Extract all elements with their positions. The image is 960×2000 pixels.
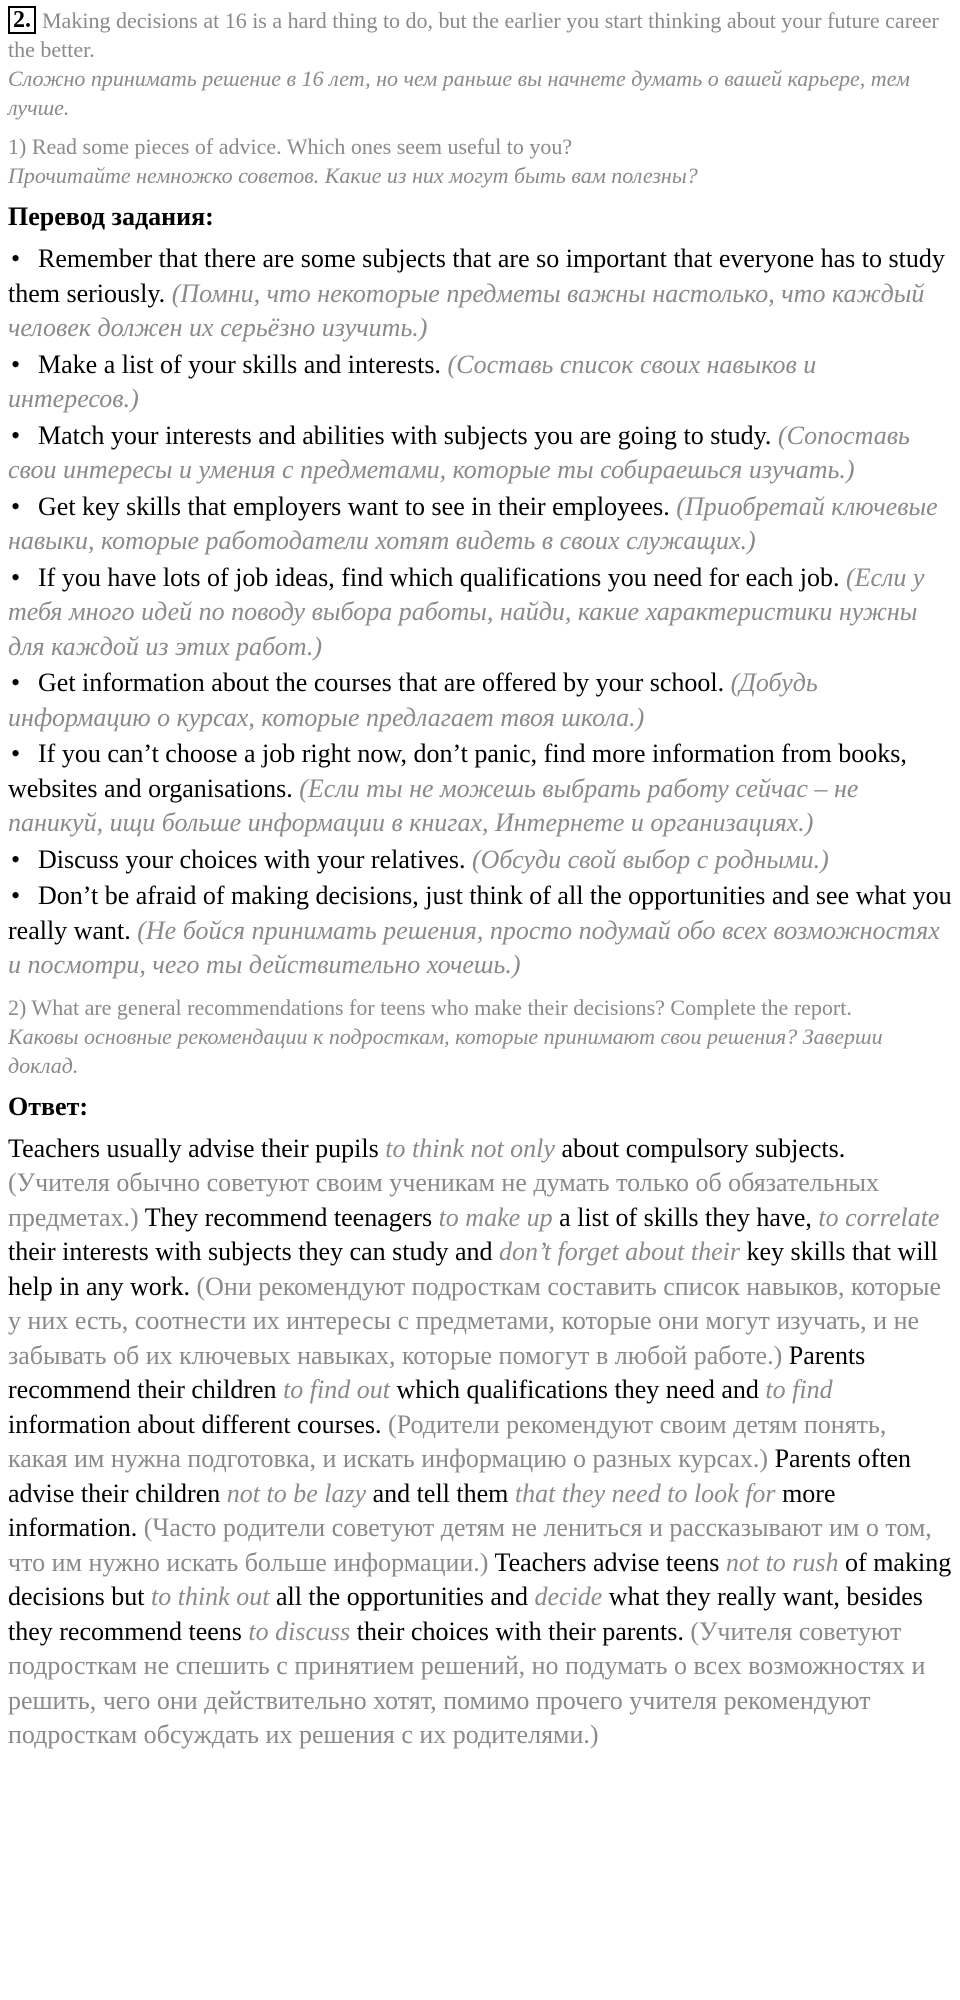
answer-filled-phrase: not to be lazy — [226, 1478, 367, 1508]
bullet-icon: • — [11, 881, 21, 910]
answer-text: all the opportunities and — [269, 1582, 535, 1611]
bullet-icon: • — [11, 562, 21, 592]
advice-en: Don’t be afraid of making decisions, just think of all the opportunities and see what you really want. — [8, 881, 952, 945]
advice-item — [8, 879, 952, 983]
answer-filled-phrase: to find — [765, 1375, 833, 1404]
answer-filled-phrase: to discuss — [248, 1616, 351, 1646]
advice-ru: (Составь список своих навыков и интересов.) — [8, 349, 817, 413]
advice-item — [8, 666, 952, 735]
answer-text: their interests with subjects they can study and — [8, 1237, 500, 1266]
advice-en: If you can’t choose a job right now, don’t panic, find more information from books, websites and organisations. — [8, 739, 907, 803]
advice-en: If you have lots of job ideas, find which qualifications you need for each job. — [38, 562, 840, 592]
answer-text: what they really want, besides they recommend teens — [8, 1582, 923, 1646]
advice-ru: (Добудь информацию о курсах, которые предлагает твоя школа.) — [8, 668, 818, 732]
answer-filled-phrase: don’t forget about their — [499, 1237, 740, 1266]
advice-ru: (Обсуди свой выбор с родными.) — [471, 844, 829, 874]
advice-en: Match your interests and abilities with subjects you are going to study. — [38, 420, 772, 450]
answer-text: key skills that will help in any work. — [8, 1237, 938, 1301]
advice-ru: (Помни, что некоторые предметы важны настолько, что каждый человек должен их серьёзно изучить.) — [8, 278, 925, 342]
bullet-icon: • — [11, 244, 21, 273]
bullet-icon: • — [11, 349, 21, 379]
advice-item — [8, 348, 952, 417]
answer-translation: (Часто родители советуют детям не лениться и рассказывают им о том, что им нужно искать больше информации.) — [8, 1513, 932, 1577]
answer-text: more information. — [8, 1478, 836, 1542]
answer-paragraph — [8, 1132, 952, 1753]
answer-text: about compulsory subjects. — [554, 1133, 846, 1163]
answer-heading: Ответ: — [8, 1091, 89, 1121]
answer-text: their choices with their parents. — [350, 1616, 691, 1646]
answer-filled-phrase: to find out — [283, 1375, 390, 1404]
answer-text: Teachers usually advise their pupils — [8, 1133, 386, 1163]
advice-ru: (Если у тебя много идей по поводу выбора работы, найди, какие характеристики нужны для каждой из этих работ.) — [8, 562, 925, 661]
answer-text: Parents recommend their children — [8, 1340, 866, 1404]
advice-ru: (Приобретай ключевые навыки, которые работодатели хотят видеть в своих служащих.) — [8, 491, 938, 555]
advice-ru: (Если ты не можешь выбрать работу сейчас – не паникуй, ищи больше информации в книгах, Интернете и организациях.) — [8, 773, 859, 837]
advice-en: Get key skills that employers want to see in their employees. — [38, 491, 670, 521]
answer-text: information about different courses. — [8, 1409, 389, 1439]
bullet-icon: • — [11, 844, 21, 874]
answer-text: which qualifications they need and — [389, 1375, 766, 1404]
advice-en: Make a list of your skills and interests. — [38, 349, 441, 379]
advice-en: Get information about the courses that are offered by your school. — [38, 668, 725, 697]
answer-translation: (Они рекомендуют подросткам составить список навыков, которые у них есть, соотнести их интересы с предметами, которые они могут изучать, и не забывать об их ключевых навыках, которые помогут в любой работе.) — [8, 1271, 942, 1370]
answer-filled-phrase: to correlate — [818, 1202, 940, 1232]
question-2-ru: Каковы основные рекомендации к подросткам, которые принимают свои решения? Заверши доклад. — [8, 1023, 883, 1078]
advice-ru: (Сопоставь свои интересы и умения с предметами, которые ты собираешься изучать.) — [8, 420, 910, 484]
answer-filled-phrase: that they need to look for — [514, 1478, 776, 1508]
answer-filled-phrase: to think not only — [385, 1133, 555, 1163]
task-number: 2. — [8, 6, 36, 34]
advice-item — [8, 242, 952, 346]
bullet-icon: • — [11, 491, 21, 521]
answer-text: Parents often advise their children — [8, 1444, 912, 1508]
advice-item — [8, 419, 952, 488]
answer-translation: (Родители рекомендуют своим детям понять, какая им нужна подготовка, и искать информацию о разных курсах.) — [8, 1409, 887, 1473]
advice-list — [8, 242, 952, 983]
question-1-ru: Прочитайте немножко советов. Какие из них могут быть вам полезны? — [8, 163, 698, 188]
answer-text: They recommend teenagers — [138, 1202, 439, 1232]
advice-ru: (Не бойся принимать решения, просто подумай обо всех возможностях и посмотри, чего ты действительно хочешь.) — [8, 915, 940, 979]
answer-text: of making decisions but — [8, 1547, 952, 1611]
answer-text: a list of skills they have, — [552, 1202, 819, 1232]
advice-item — [8, 843, 952, 878]
advice-en: Remember that there are some subjects that are so important that everyone has to study them seriously. — [8, 244, 945, 308]
answer-text: and tell them — [366, 1478, 515, 1508]
answer-translation: (Учителя обычно советуют своим ученикам не думать только об обязательных предметах.) — [8, 1168, 879, 1232]
task-intro-ru: Сложно принимать решение в 16 лет, но чем раньше вы начнете думать о вашей карьере, тем лучше. — [8, 66, 910, 120]
question-2-en: 2) What are general recommendations for teens who make their decisions? Complete the report. — [8, 994, 852, 1020]
task-intro — [8, 6, 952, 64]
advice-item — [8, 737, 952, 841]
translation-heading: Перевод задания: — [8, 202, 214, 231]
answer-text: Teachers advise teens — [488, 1547, 726, 1577]
answer-filled-phrase: not to rush — [725, 1547, 839, 1577]
advice-item — [8, 490, 952, 559]
advice-item — [8, 561, 952, 665]
bullet-icon: • — [11, 739, 21, 768]
answer-filled-phrase: decide — [534, 1582, 603, 1611]
bullet-icon: • — [11, 420, 21, 450]
answer-filled-phrase: to make up — [438, 1202, 553, 1232]
advice-en: Discuss your choices with your relatives. — [38, 844, 466, 874]
task-intro-en: Making decisions at 16 is a hard thing to do, but the earlier you start thinking about your future career the better. — [8, 8, 939, 62]
answer-translation: (Учителя советуют подросткам не спешить с принятием решений, но подумать о всех возможностях и решить, чего они действительно хотят, помимо прочего учителя рекомендуют подросткам обсуждать их решения с их родителями.) — [8, 1616, 926, 1749]
answer-filled-phrase: to think out — [151, 1582, 270, 1611]
bullet-icon: • — [11, 668, 21, 697]
question-1-en: 1) Read some pieces of advice. Which ones seem useful to you? — [8, 134, 573, 159]
